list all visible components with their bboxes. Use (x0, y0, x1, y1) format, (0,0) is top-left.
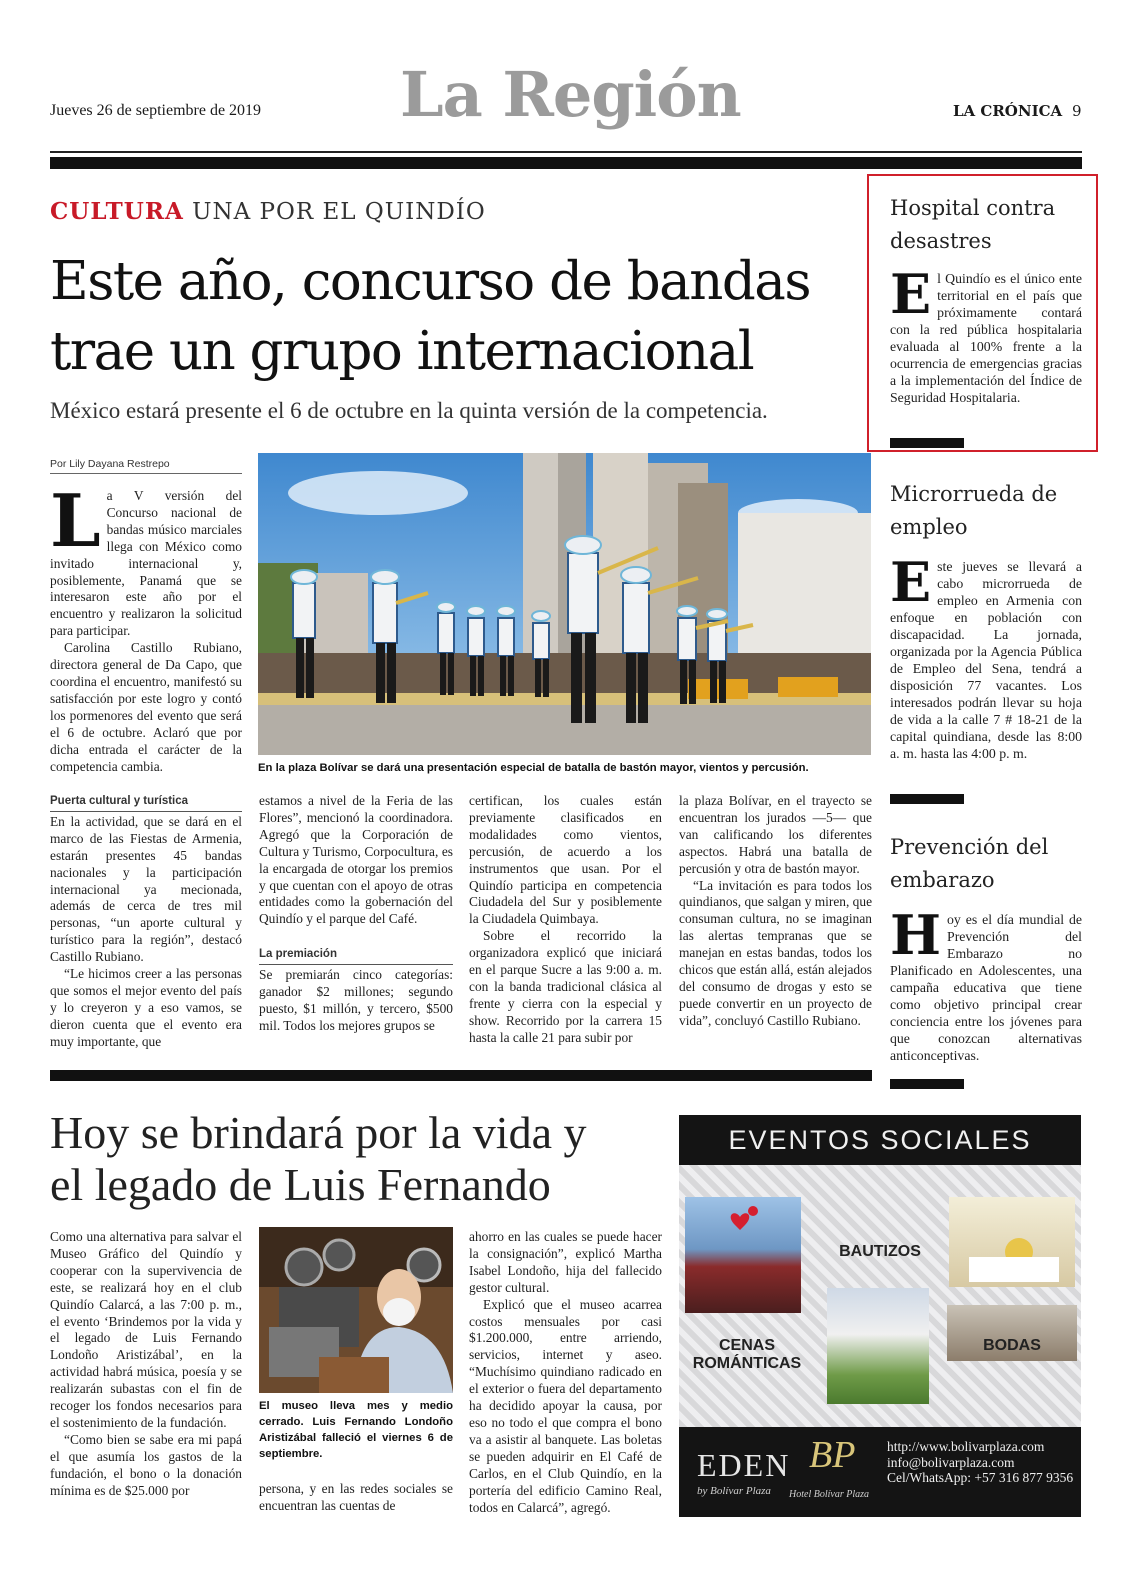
drop-cap: H (890, 903, 942, 967)
second-headline (50, 1107, 670, 1211)
ad-url[interactable]: http://www.bolivarplaza.com (887, 1439, 1045, 1454)
sidebar-text-hospital: l Quindío es el único ente territorial en el país que próximamente contará con la red pública hospitalaria evaluada al 100% frente a la ocurrencia de emergencias gracias a la implementación del Índice de Seguridad Hospitalaria. (890, 271, 1082, 405)
sidebar-rule-1 (890, 438, 964, 448)
kicker-category: CULTURA (50, 198, 184, 225)
second-headline-line1: Hoy se brindará por la vida y (50, 1107, 587, 1158)
ad-label-cenas-line1: CENAS (718, 1337, 775, 1354)
sidebar-rule-3 (890, 1079, 964, 1089)
main-col3-p2: Sobre el recorrido la organizadora explicó que iniciará en el parque Sucre a las 9:00 a. m. con la banda tradicional clásica al frente y cierra con la especial y show. Recorrido por la carrera 15 hasta la calle 21 para subir por (469, 928, 662, 1045)
second-col3-p2: Explicó que el museo acarrea costos mensuales por casi $1.200.000, entre arriendo, servicios, internet y aseo. “Muchísimo quindiano radicado en el exterior o fuera del departamento ha decidido apoyar la causa, por eso no todo el que compra el bono va a asistir al banquete. Las boletas se pueden adquirir en El Café de Carlos, en el Club Quindío, en la portería del edificio Camino Real, todos en Calarcá”, agregó. (469, 1296, 662, 1515)
drop-cap: E (890, 262, 932, 326)
main-col2 (259, 793, 453, 1035)
sidebar-item-microrrueda (890, 478, 1082, 762)
ad-contact (887, 1439, 1073, 1486)
main-col1-top (50, 478, 242, 775)
museum-photo (259, 1227, 453, 1393)
ad-photo-baptism (949, 1197, 1075, 1287)
main-headline-line1: Este año, concurso de bandas (50, 251, 811, 312)
ad-photo-garden (827, 1288, 929, 1404)
main-headline (50, 247, 870, 387)
hotel-logo: BP (809, 1434, 856, 1476)
subhead-premiacion: La premiación (259, 946, 453, 965)
second-col1 (50, 1229, 242, 1500)
main-col1-p2: Carolina Castillo Rubiano, directora general de Da Capo, que coordina el encuentro, manifestó su satisfacción por este logro y contó los pormenores del evento que será el 6 de octubre. Aclaró que por dicha entrada el carácter de la competencia cambia. (50, 640, 242, 774)
issue-date: Jueves 26 de septiembre de 2019 (50, 102, 262, 119)
main-col3-p1: certifican, los cuales están previamente clasificados en modalidades como vientos, percusión, de acuerdo a los instrumentos que usan. Por el Quindío participa en competencia Ciudadela del Sur y posiblemente la Ciudadela Quimbaya. (469, 793, 662, 927)
eventos-sociales-ad (679, 1115, 1081, 1517)
ad-label-cenas (679, 1337, 815, 1373)
kicker-subtitle: UNA POR EL QUINDÍO (183, 199, 486, 225)
main-deck: México estará presente el 6 de octubre en la quinta versión de la competencia. (50, 398, 768, 423)
byline: Por Lily Dayana Restrepo (50, 458, 242, 474)
drop-cap: L (50, 478, 101, 563)
ad-email[interactable]: info@bolivarplaza.com (887, 1454, 1015, 1470)
main-col4 (679, 793, 872, 1030)
second-col1-p2: “Como bien se sabe era mi papá el que asumía los gastos de la fundación, el bono o la donación mínima es de $25.000 por (50, 1431, 242, 1498)
second-col3 (469, 1229, 662, 1516)
section-kicker (50, 198, 486, 225)
story-divider-rule (50, 1070, 872, 1081)
band-photo-caption: En la plaza Bolívar se dará una presentación especial de batalla de bastón mayor, vientos y percusión. (258, 762, 809, 774)
main-col1-p1: a V versión del Concurso nacional de bandas músico marciales llega con México como invitado internacional y, posiblemente, Panamá que se interesaron este año por el encuentro y realizaron la solicitud para participar. (50, 488, 242, 639)
main-col1b-p2: “Le hicimos creer a las personas que somos el mejor evento del país y lo creyeron y a eso vamos, se dieron cuenta que el evento era muy importante, que (50, 966, 242, 1049)
header-thick-rule (50, 157, 1082, 169)
main-col1b-p1: En la actividad, que se dará en el marco de las Fiestas de Armenia, estarán presentes 45 bandas nacionales y la participación internacional ya mecionada, además de cerca de tres mil personas, “un aporte cultural y turístico para la región”, destacó Castillo Rubiano. (50, 813, 242, 965)
ad-photo-dinner (685, 1197, 801, 1313)
publication-name: LA CRÓNICA (953, 102, 1063, 120)
sidebar-text-embarazo: oy es el día mundial de Prevención del Embarazo no Planificado en Adolescentes, una campaña educativa que tiene como objetivo principal crear conciencia entre los jóvenes para que conozcan alternativas anticonceptivas. (890, 912, 1082, 1063)
second-col1-p1: Como una alternativa para salvar el Museo Gráfico del Quindío y cooperar con la supervivencia de este, se realizará hoy en el club Quindío Calarcá, a las 7:00 p. m., el evento ‘Brindemos por la vida y el legado de Luis Fernando Londoño Aristizábal’, en la actividad habrá música, poesía y se realizarán subastas con el fin de recoger los fondos necesarios para el sostenimiento de la fundación. (50, 1229, 242, 1430)
ad-title: EVENTOS SOCIALES (679, 1115, 1081, 1165)
ad-phone: Cel/WhatsApp: +57 316 877 9356 (887, 1470, 1074, 1485)
second-col2-p1: persona, y en las redes sociales se encuentran las cuentas de (259, 1481, 453, 1513)
section-title: La Región (400, 58, 741, 131)
second-col3-p1: ahorro en las cuales se puede hacer la consignación”, explicó Martha Isabel Londoño, hija del fallecido gestor cultural. (469, 1229, 662, 1295)
museum-photo-caption: El museo lleva mes y medio cerrado. Luis Fernando Londoño Aristizábal falleció el viernes 6 de septiembre. (259, 1400, 453, 1460)
main-col2-p1: estamos a nivel de la Feria de las Flores”, mencionó la coordinadora. Agregó que la Corporación de Cultura y Turismo, Corpocultura, es la encargada de otorgar los premios y que cuentan con el apoyo de otras entidades como la gobernación del Quindío y el parque del Café. (259, 793, 453, 927)
subhead-puerta-cultural: Puerta cultural y turística (50, 793, 242, 812)
ad-label-cenas-line2: ROMÁNTICAS (692, 1355, 802, 1372)
sidebar-item-hospital (890, 192, 1082, 406)
hotel-logo-sub: Hotel Bolívar Plaza (789, 1489, 869, 1500)
eden-logo: EDEN (697, 1447, 791, 1483)
ad-label-bautizos: BAUTIZOS (839, 1243, 921, 1260)
drop-cap: E (890, 550, 932, 614)
sidebar-text-microrrueda: ste jueves se llevará a cabo microrrueda de empleo en Armenia con enfoque en población con discapacidad. La jornada, organizada por la Agencia Pública de Empleo del Sena, tendrá a disposición 77 vacantes. Los interesados podrán llevar su hoja de vida a la calle 7 # 18-21 de la capital quindiana, desde las 8:00 a. m. hasta las 4:00 p. m. (890, 559, 1082, 761)
main-col2-p2: Se premiarán cinco categorías: ganador $2 millones; segundo puesto, $1 millón, y tercero, $500 mil. Todos los mejores grupos se (259, 967, 453, 1033)
band-photo (258, 453, 871, 755)
main-headline-line2: trae un grupo internacional (50, 321, 754, 382)
main-col1-bottom (50, 793, 242, 1051)
main-col4-p2: “La invitación es para todos los quindianos, que salgan y miren, que consuman cultura, no se imaginan las alertas tempranas que se manejan en estas bandas, todos los chicos que están allá, están alejados del consumo de drogas y esto se puede convertir en un proyecto de vida”, concluyó Castillo Rubiano. (679, 877, 873, 1028)
eden-logo-sub: by Bolívar Plaza (697, 1485, 771, 1497)
sidebar-rule-2 (890, 794, 964, 804)
sidebar-item-embarazo (890, 831, 1082, 1064)
page-number: 9 (1072, 102, 1082, 120)
sidebar-title-embarazo: Prevención del embarazo (890, 835, 1049, 892)
main-col4-p1: la plaza Bolívar, en el trayecto se encuentran los jurados —5— que van calificando los diferentes aspectos. Habrá una batalla de percusión y otra de bastón mayor. (679, 793, 872, 876)
second-col2 (259, 1481, 453, 1515)
main-col3 (469, 793, 662, 1047)
header-thin-rule (50, 151, 1082, 153)
sidebar-title-microrrueda: Microrrueda de empleo (890, 482, 1058, 539)
second-headline-line2: el legado de Luis Fernando (50, 1159, 551, 1210)
ad-label-bodas: BODAS (983, 1337, 1041, 1354)
sidebar-title-hospital: Hospital contra desastres (890, 196, 1056, 253)
